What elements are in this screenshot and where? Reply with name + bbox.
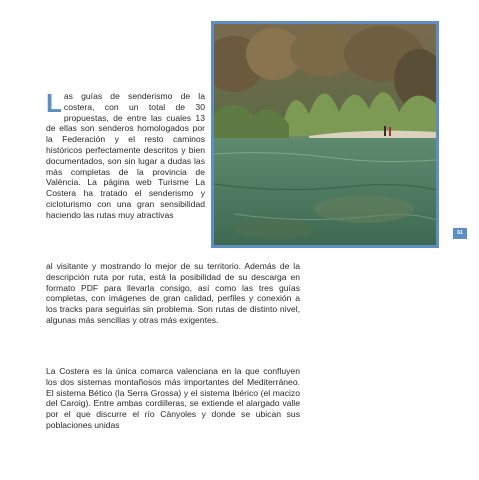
page-number-badge: 61 xyxy=(453,228,467,239)
article-paragraph-1-text: as guías de senderismo de la costera, con un total de 30 propuestas, de entre las cuales 13 de ellas son senderos homologados por la Federación y el resto caminos históricos perfectamente descritos y bien documentados, son sin lugar a dudas las más completas de la provincia de València. La página web Turisme La Costera ha tratado el senderismo y cicloturismo con una gran sensibilidad haciendo las rutas muy atractivas xyxy=(46,91,205,220)
article-paragraph-1 xyxy=(46,88,205,221)
article-paragraph-1-continued: al visitante y mostrando lo mejor de su territorio. Además de la descripción ruta por ruta, está la posibilidad de su descarga en formato PDF para llevarla consigo, así como las tres guías completas, con imágenes de gran calidad, perfiles y conexión a los tracks para seguirlas sin problema. Son rutas de distinto nivel, algunas más sencillas y otras más exigentes. xyxy=(46,261,300,325)
drop-cap: L xyxy=(46,88,62,118)
article-paragraph-2: La Costera es la única comarca valenciana en la que confluyen los dos sistemas montañosos más importantes del Mediterráneo. El sistema Bético (la Serra Grossa) y el sistema Ibérico (el macizo del Caroig). Entre ambas cordilleras, se extiende el alargado valle por el que discurre el río Cànyoles y donde se ubican sus poblaciones unidas xyxy=(46,366,300,430)
river-landscape-image xyxy=(214,24,436,245)
river-photo xyxy=(211,21,439,248)
